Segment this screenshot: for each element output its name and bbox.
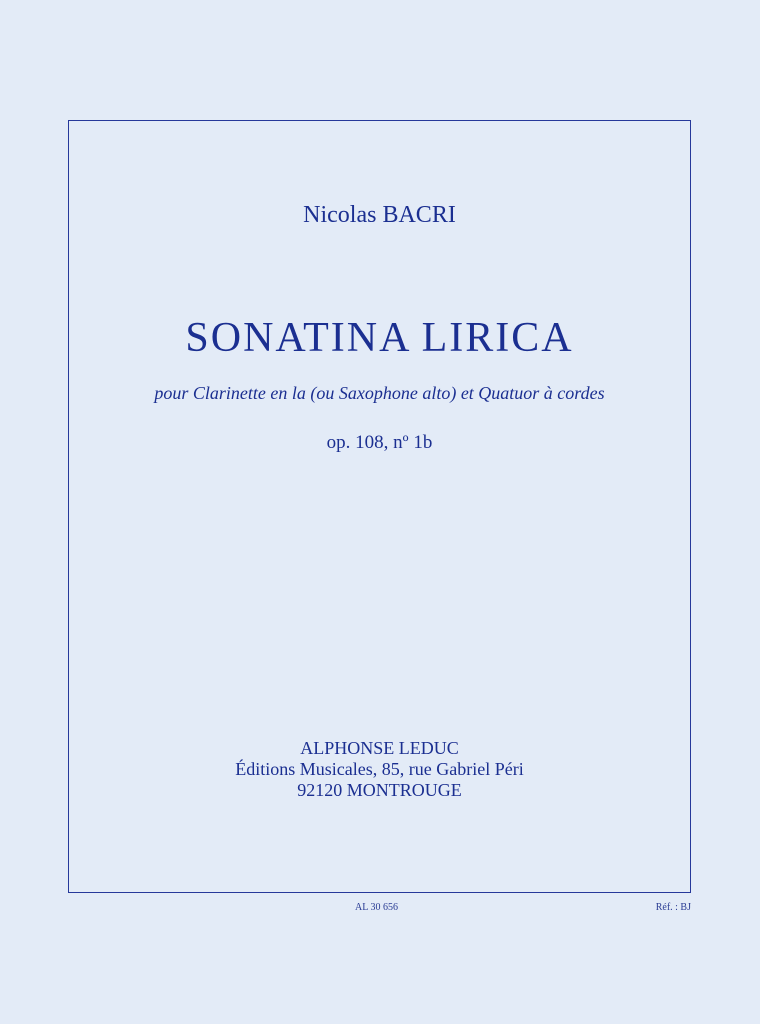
opus-number: op. 108, nº 1b bbox=[326, 432, 433, 453]
publisher-city: 92120 MONTROUGE bbox=[297, 780, 462, 800]
catalog-number: AL 30 656 bbox=[355, 902, 398, 913]
publisher-address: Éditions Musicales, 85, rue Gabriel Péri bbox=[235, 759, 524, 779]
reference-label: Réf. : BJ bbox=[655, 902, 691, 913]
publisher-name: ALPHONSE LEDUC bbox=[300, 738, 459, 758]
instrumentation-subtitle: pour Clarinette en la (ou Saxophone alto) et Quatuor à cordes bbox=[154, 383, 605, 403]
work-title: SONATINA LIRICA bbox=[185, 315, 574, 361]
composer-name: Nicolas BACRI bbox=[303, 202, 456, 228]
publisher-block bbox=[68, 738, 691, 801]
